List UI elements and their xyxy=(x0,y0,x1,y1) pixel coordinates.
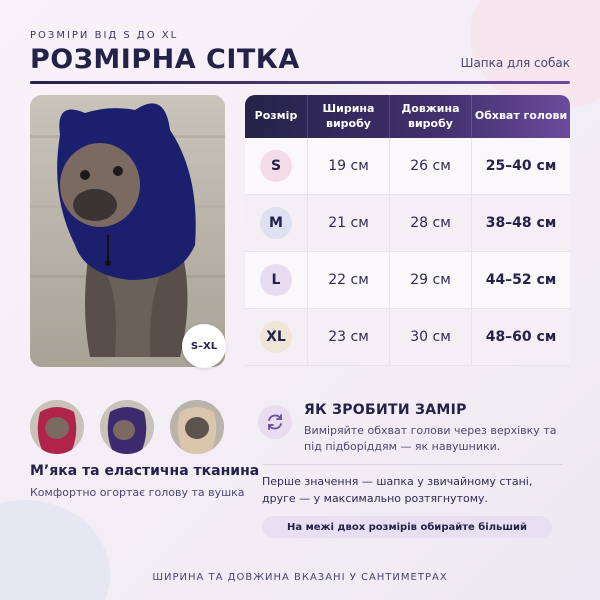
head-girth-cell: 38–48 см xyxy=(485,215,557,231)
eyebrow: РОЗМІРИ ВІД S ДО XL xyxy=(30,30,179,41)
width-cell: 23 см xyxy=(308,309,390,365)
length-cell: 29 см xyxy=(390,252,472,308)
footer-note: ШИРИНА ТА ДОВЖИНА ВКАЗАНІ У САНТИМЕТРАХ xyxy=(152,572,448,583)
head-girth-cell: 48–60 см xyxy=(485,329,557,345)
size-badge: XL xyxy=(260,321,292,353)
width-cell: 22 см xyxy=(308,252,390,308)
size-badge: L xyxy=(260,264,292,296)
color-thumbnail-burgundy[interactable] xyxy=(30,400,84,454)
size-table xyxy=(245,95,570,366)
page-subtitle: Шапка для собак xyxy=(460,56,570,70)
refresh-icon xyxy=(258,405,292,439)
table-row xyxy=(245,138,570,195)
title-underline xyxy=(30,81,570,84)
header-head-girth: Обхват голови xyxy=(474,109,568,123)
header-length: Довжина виробу xyxy=(390,95,472,138)
size-badge: M xyxy=(260,207,292,239)
table-row xyxy=(245,309,570,366)
width-cell: 21 см xyxy=(308,195,390,251)
color-thumbnail-purple[interactable] xyxy=(100,400,154,454)
measure-note: Перше значення — шапка у звичайному стані, друге — у максимально розтягнутому. xyxy=(262,475,533,505)
decor-blob-bottom xyxy=(0,500,110,600)
header-width: Ширина виробу xyxy=(308,95,390,138)
table-row xyxy=(245,195,570,252)
size-range-chip: S–XL xyxy=(182,324,226,368)
length-cell: 30 см xyxy=(390,309,472,365)
decor-blob-top xyxy=(470,0,600,110)
head-girth-cell: 44–52 см xyxy=(485,272,557,288)
header-size: Розмір xyxy=(245,95,308,138)
measure-title: ЯК ЗРОБИТИ ЗАМІР xyxy=(304,402,467,418)
table-header xyxy=(245,95,570,138)
divider xyxy=(262,464,562,465)
table-row xyxy=(245,252,570,309)
length-cell: 28 см xyxy=(390,195,472,251)
measure-instructions: Виміряйте обхват голови через верхівку та під підборіддям — як навушники. xyxy=(304,424,557,453)
head-girth-cell: 25–40 см xyxy=(485,158,557,174)
feature-title: М’яка та еластична тканина xyxy=(30,463,260,479)
page-title: РОЗМІРНА СІТКА xyxy=(30,44,300,75)
color-thumbnail-beige[interactable] xyxy=(170,400,224,454)
size-badge: S xyxy=(260,150,292,182)
width-cell: 19 см xyxy=(308,138,390,194)
feature-description: Комфортно огортає голову та вушка xyxy=(30,486,245,499)
size-tip-pill: На межі двох розмірів обирайте більший xyxy=(262,516,552,538)
length-cell: 26 см xyxy=(390,138,472,194)
